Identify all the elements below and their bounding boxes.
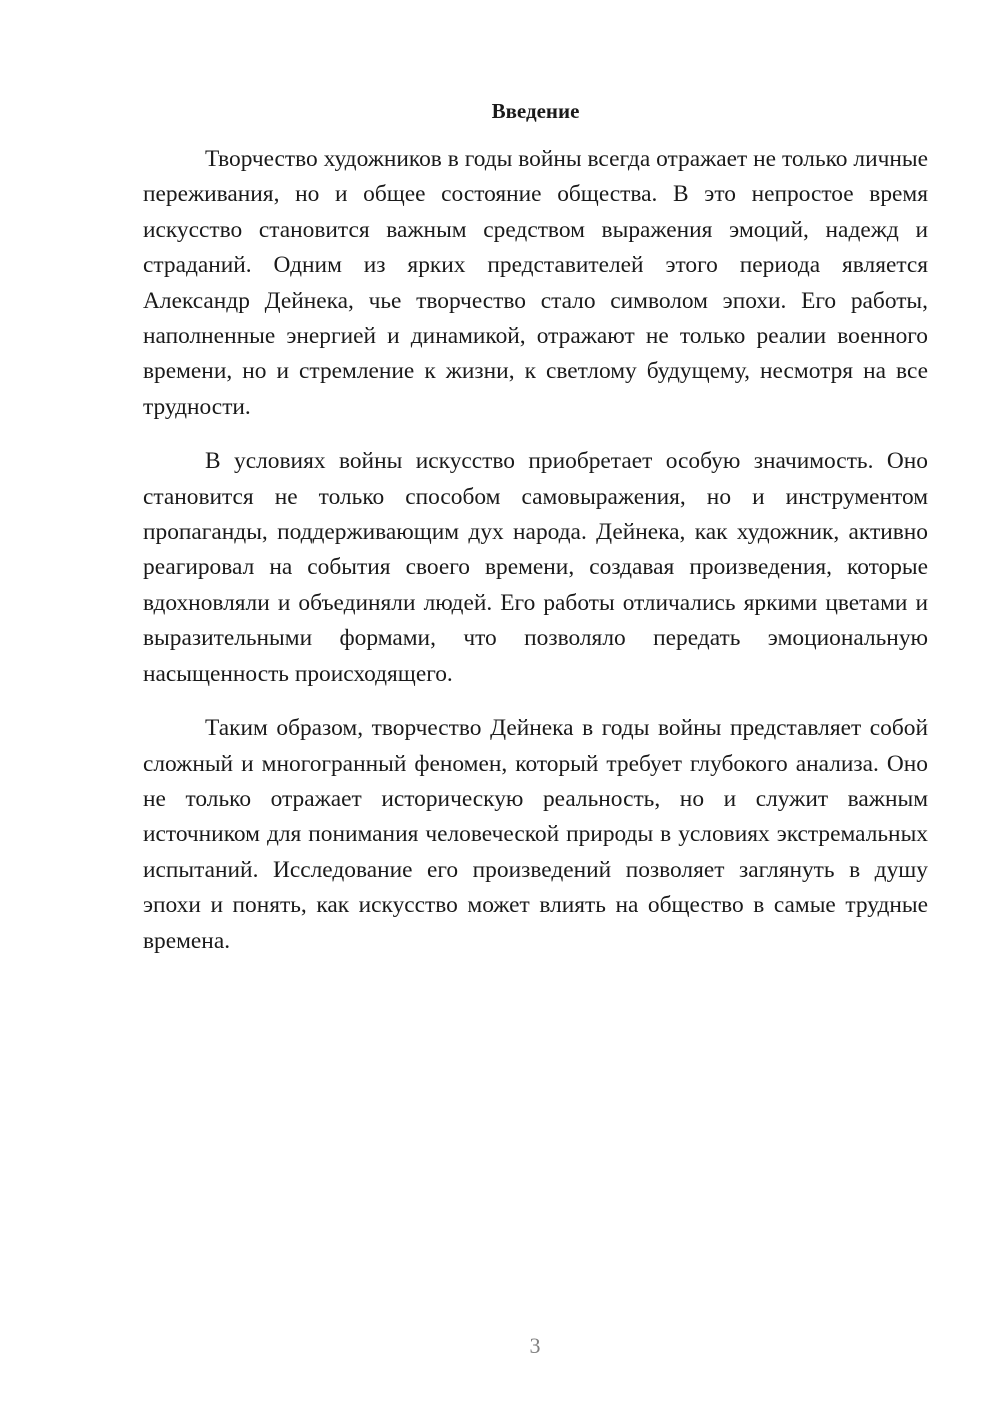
page-content xyxy=(143,96,928,959)
paragraph-2: В условиях войны искусство приобретает особую значимость. Оно становится не только способом самовыражения, но и инструментом пропаганды, поддерживающим дух народа. Дейнека, как художник, активно реагировал на события своего времени, создавая произведения, которые вдохновляли и объединяли людей. Его работы отличались яркими цветами и выразительными формами, что позволяло передать эмоциональную насыщенность происходящего. xyxy=(143,448,928,687)
page-number: 3 xyxy=(529,1333,541,1358)
paragraph-3: Таким образом, творчество Дейнека в годы войны представляет собой сложный и многогранный феномен, который требует глубокого анализа. Оно не только отражает историческую реальность, но и служит важным источником для понимания человеческой природы в условиях экстремальных испытаний. Исследование его произведений позволяет заглянуть в душу эпохи и понять, как искусство может влиять на общество в самые трудные времена. xyxy=(143,715,928,954)
section-heading: Введение xyxy=(491,99,580,123)
paragraph-1: Творчество художников в годы войны всегда отражает не только личные переживания, но и общее состояние общества. В это непростое время искусство становится важным средством выражения эмоций, надежд и страданий. Одним из ярких представителей этого периода является Александр Дейнека, чье творчество стало символом эпохи. Его работы, наполненные энергией и динамикой, отражают не только реалии военного времени, но и стремление к жизни, к светлому будущему, несмотря на все трудности. xyxy=(143,146,928,420)
